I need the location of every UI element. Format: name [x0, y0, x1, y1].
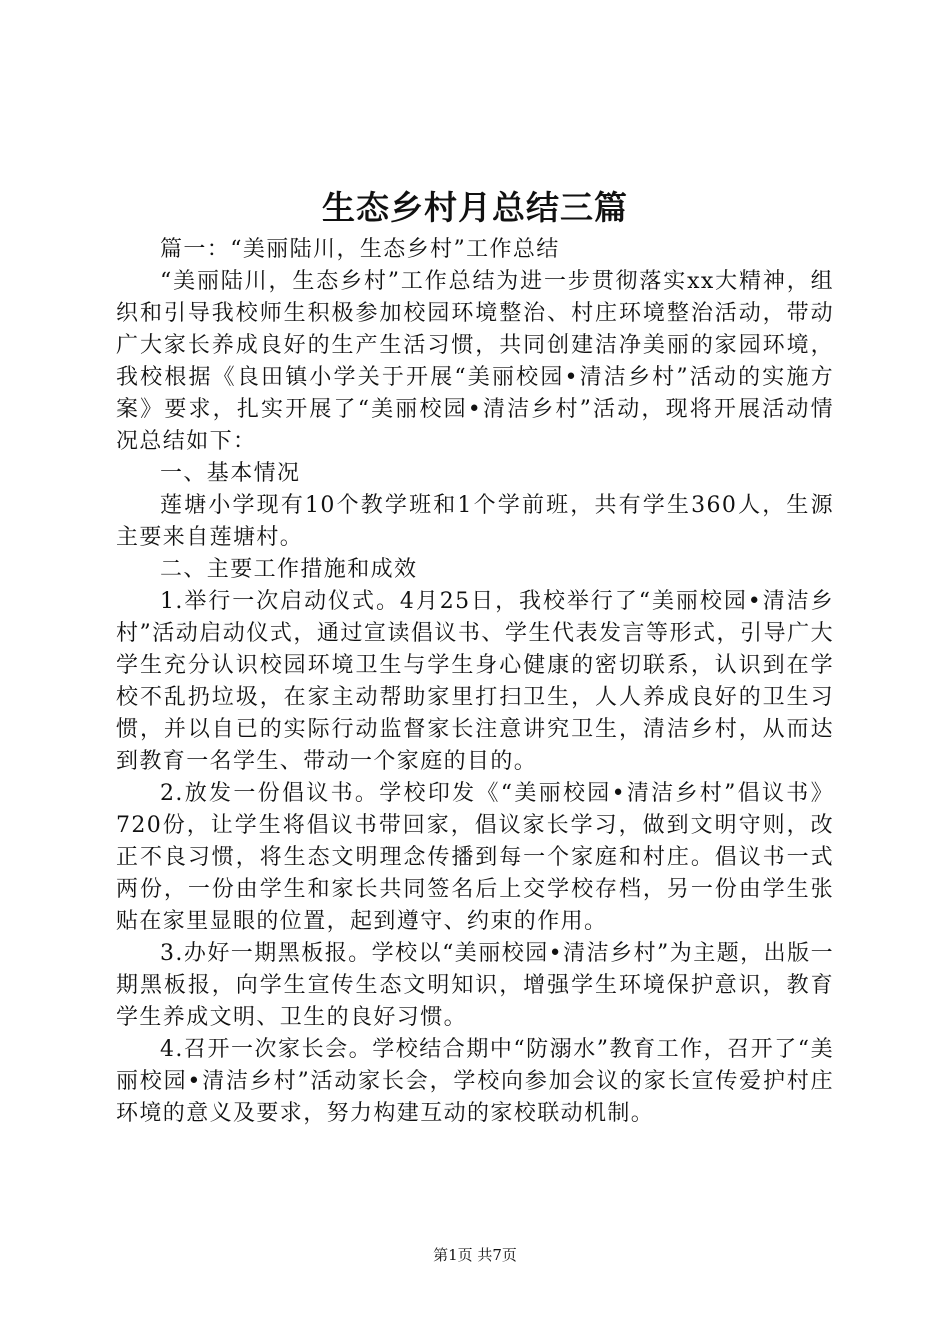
paragraph: 2.放发一份倡议书。学校印发《“美丽校园•清洁乡村”倡议书》720份，让学生将倡议书带回家，倡议家长学习，做到文明守则，改正不良习惯，将生态文明理念传播到每一个家庭和村庄。倡议书一式两份，一份由学生和家长共同签名后上交学校存档，另一份由学生张贴在家里显眼的位置，起到遵守、约束的作用。 — [116, 781, 834, 934]
page-title: 生态乡村月总结三篇 — [322, 188, 628, 227]
paragraph: 莲塘小学现有10个教学班和1个学前班，共有学生360人，生源主要来自莲塘村。 — [116, 493, 834, 550]
paragraph: 3.办好一期黑板报。学校以“美丽校园•清洁乡村”为主题，出版一期黑板报，向学生宣传生态文明知识，增强学生环境保护意识，教育学生养成文明、卫生的良好习惯。 — [116, 941, 834, 1030]
document-body — [116, 234, 834, 1130]
paragraph: “美丽陆川，生态乡村”工作总结为进一步贯彻落实xx大精神，组织和引导我校师生积极参加校园环境整治、村庄环境整治活动，带动广大家长养成良好的生产生活习惯，共同创建洁净美丽的家园环境，我校根据《良田镇小学关于开展“美丽校园•清洁乡村”活动的实施方案》要求，扎实开展了“美丽校园•清洁乡村”活动，现将开展活动情况总结如下： — [116, 269, 834, 454]
section-heading: 二、主要工作措施和成效 — [160, 557, 418, 582]
page-footer: 第1页 共7页 — [433, 1246, 517, 1264]
paragraph: 4.召开一次家长会。学校结合期中“防溺水”教育工作，召开了“美丽校园•清洁乡村”活动家长会，学校向参加会议的家长宣传爱护村庄环境的意义及要求，努力构建互动的家校联动机制。 — [116, 1037, 834, 1126]
section-heading: 一、基本情况 — [160, 461, 301, 486]
paragraph: 1.举行一次启动仪式。4月25日，我校举行了“美丽校园•清洁乡村”活动启动仪式，通过宣读倡议书、学生代表发言等形式，引导广大学生充分认识校园环境卫生与学生身心健康的密切联系，认识到在学校不乱扔垃圾，在家主动帮助家里打扫卫生，人人养成良好的卫生习惯，并以自已的实际行动监督家长注意讲究卫生，清洁乡村，从而达到教育一名学生、带动一个家庭的目的。 — [116, 589, 834, 774]
section-heading: 篇一：“美丽陆川，生态乡村”工作总结 — [160, 237, 560, 262]
